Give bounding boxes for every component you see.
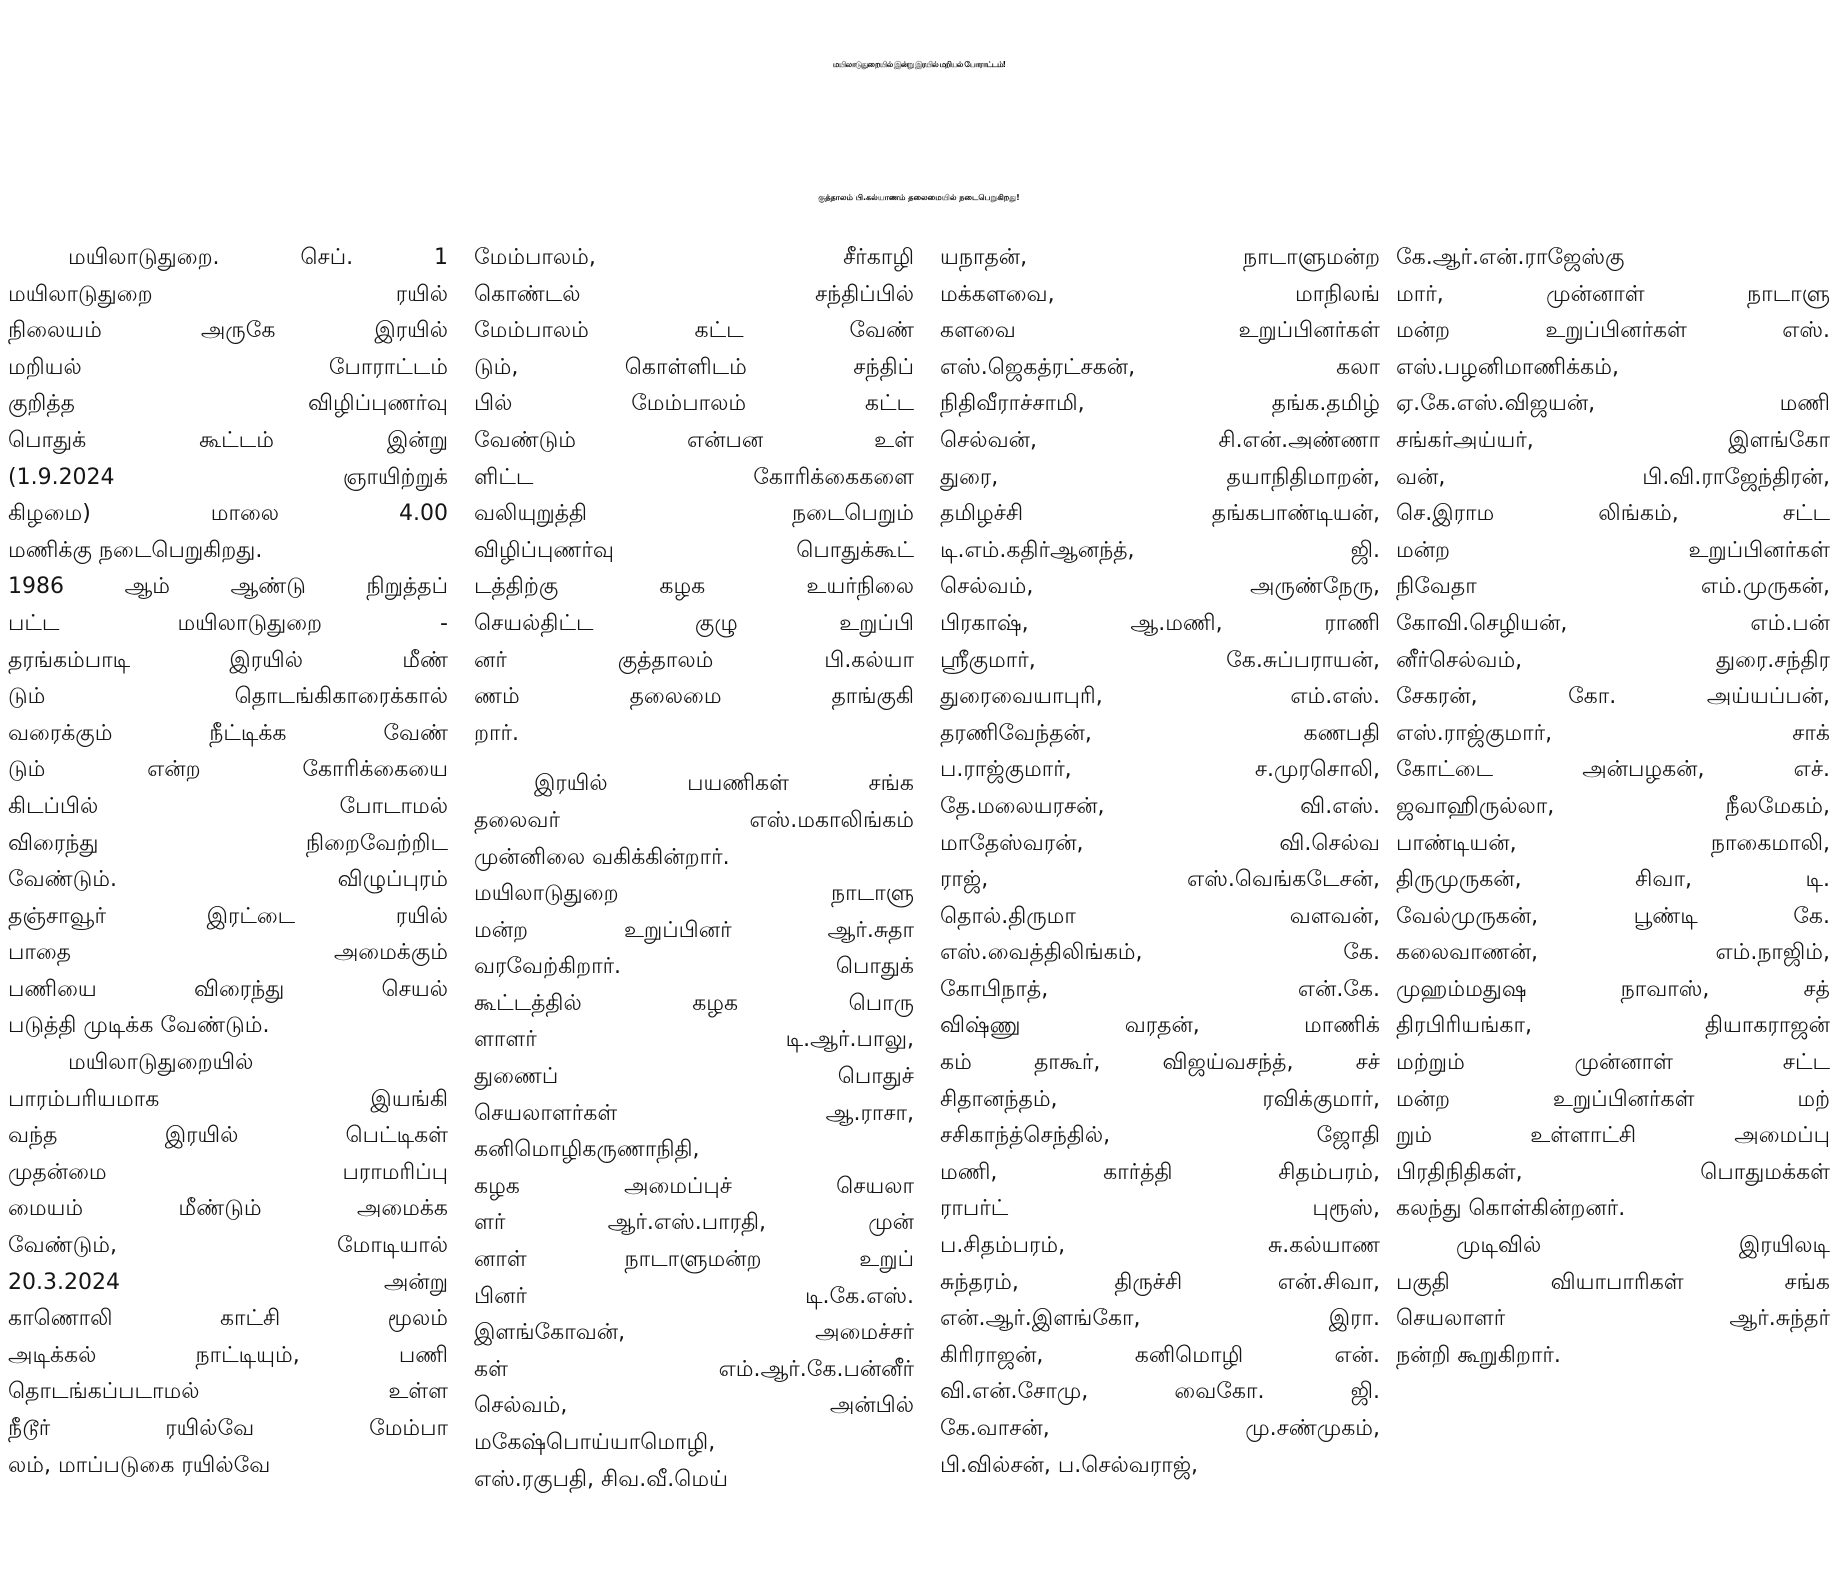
article-line: பி.வில்சன், ப.செல்வராஜ், <box>940 1452 1199 1478</box>
column-4 <box>1396 240 1830 1574</box>
article-line: 20.3.2024 அன்று <box>8 1269 448 1295</box>
article-line: பிரதிநிதிகள், பொதுமக்கள் <box>1396 1159 1830 1185</box>
article-line: வேண்டும், மோடியால் <box>8 1233 448 1259</box>
headline: மயிலாடுதுறையில் இன்று இரயில் மறியல் போராட்டம்! <box>832 60 1006 69</box>
article-line: குறித்த விழிப்புணர்வு <box>8 391 448 417</box>
article-line: பாரம்பரியமாக இயங்கி <box>8 1086 448 1112</box>
article-line: பகுதி வியாபாரிகள் சங்க <box>1396 1269 1830 1295</box>
article-line: தமிழச்சி தங்கபாண்டியன், <box>940 501 1380 527</box>
article-line: கொண்டல் சந்திப்பில் <box>474 281 914 307</box>
article-line: மேம்பாலம் கட்ட வேண் <box>474 318 914 344</box>
article-line: நீடூர் ரயில்வே மேம்பா <box>8 1416 448 1441</box>
article-line: கோபிநாத், என்.கே. <box>940 976 1380 1002</box>
article-line: மன்ற உறுப்பினர்கள் மற் <box>1396 1086 1830 1112</box>
article-line: றும் உள்ளாட்சி அமைப்பு <box>1396 1123 1830 1149</box>
article-line: செல்வம், அருண்நேரு, <box>940 574 1380 600</box>
article-line: பினர் டி.கே.எஸ். <box>474 1283 914 1309</box>
article-line: கோவி.செழியன், எம்.பன் <box>1396 610 1830 636</box>
article-line: எஸ்.வைத்திலிங்கம், கே. <box>940 940 1380 966</box>
article-line: தரங்கம்பாடி இரயில் மீண் <box>8 647 448 673</box>
article-line: யநாதன், நாடாளுமன்ற <box>940 245 1380 270</box>
article-line: ராஜ், எஸ்.வெங்கடேசன், <box>940 867 1380 893</box>
article-line: வேண்டும். விழுப்புரம் <box>8 867 448 893</box>
article-line: படுத்தி முடிக்க வேண்டும். <box>8 1013 270 1039</box>
article-line: முன்னிலை வகிக்கின்றார். <box>474 844 730 870</box>
article-line: செயல்திட்ட குழு உறுப்பி <box>474 610 914 636</box>
article-line: துரை, தயாநிதிமாறன், <box>940 464 1380 490</box>
article-line: ணம் தலைமை தாங்குகி <box>474 684 914 710</box>
article-line: கழக அமைப்புச் செயலா <box>474 1173 914 1199</box>
article-line: னாள் நாடாளுமன்ற உறுப் <box>474 1247 914 1273</box>
article-line: தஞ்சாவூர் இரட்டை ரயில் <box>8 903 448 929</box>
article-line: செயலாளர்கள் ஆ.ராசா, <box>474 1100 914 1126</box>
article-line: மயிலாடுதுறை ரயில் <box>8 281 448 307</box>
article-line: செயலாளர் ஆர்.சுந்தர் <box>1396 1306 1830 1332</box>
article-line: கலைவாணன், எம்.நாஜிம், <box>1396 940 1830 966</box>
article-line: மயிலாடுதுறை. செப். 1 <box>68 245 448 270</box>
article-line: மணிக்கு நடைபெறுகிறது. <box>8 537 263 563</box>
article-line: தொடங்கப்படாமல் உள்ள <box>8 1379 448 1405</box>
article-line: ளாளர் டி.ஆர்.பாலு, <box>474 1027 914 1053</box>
article-line: மயிலாடுதுறை நாடாளு <box>474 881 914 907</box>
article-line: வேண்டும் என்பன உள் <box>474 427 914 453</box>
article-line: கள் எம்.ஆர்.கே.பன்னீர் <box>474 1356 914 1382</box>
article-line: விழிப்புணர்வு பொதுக்கூட் <box>474 537 914 563</box>
article-line: மகேஷ்பொய்யாமொழி, <box>474 1430 716 1455</box>
article-line: தொல்.திருமா வளவன், <box>940 903 1380 929</box>
article-line: செ.இராம லிங்கம், சட்ட <box>1396 501 1830 527</box>
article-line: எஸ்.ரகுபதி, சிவ.வீ.மெய் <box>474 1466 728 1492</box>
article-line: றார். <box>474 720 519 746</box>
article-line: மறியல் போராட்டம் <box>8 354 448 380</box>
article-line: தலைவர் எஸ்.மகாலிங்கம் <box>474 807 914 833</box>
article-line: வி.என்.சோமு, வைகோ. ஜி. <box>940 1379 1380 1405</box>
column-2 <box>474 240 914 1574</box>
article-line: தரணிவேந்தன், கணபதி <box>940 720 1380 746</box>
article-line: பொதுக் கூட்டம் இன்று <box>8 427 448 453</box>
article-line: பிரகாஷ், ஆ.மணி, ராணி <box>940 610 1380 636</box>
article-line: ஏ.கே.எஸ்.விஜயன், மணி <box>1396 391 1830 417</box>
article-line: கே.ஆர்.என்.ராஜேஸ்கு <box>1396 245 1625 270</box>
article-line: நிலையம் அருகே இரயில் <box>8 318 448 344</box>
article-line: அடிக்கல் நாட்டியும், பணி <box>8 1342 448 1368</box>
article-line: விரைந்து நிறைவேற்றிட <box>8 830 448 856</box>
article-line: பணியை விரைந்து செயல் <box>8 976 448 1002</box>
article-line: வலியுறுத்தி நடைபெறும் <box>474 501 914 527</box>
article-line: எஸ்.பழனிமாணிக்கம், <box>1396 354 1619 380</box>
column-3 <box>940 240 1380 1574</box>
article-line: இரயில் பயணிகள் சங்க <box>534 771 914 797</box>
article-line: ளிட்ட கோரிக்கைகளை <box>474 464 914 490</box>
article-line: 1986 ஆம் ஆண்டு நிறுத்தப் <box>8 574 448 600</box>
article-line: கனிமொழிகருணாநிதி, <box>474 1137 700 1163</box>
article-line: கம் தாகூர், விஜய்வசந்த், சச் <box>940 1050 1380 1076</box>
article-line: திரபிரியங்கா, தியாகராஜன் <box>1396 1013 1830 1039</box>
article-line: முடிவில் இரயிலடி <box>1456 1233 1830 1259</box>
article-line: ராபர்ட் புரூஸ், <box>940 1196 1380 1222</box>
article-line: னீர்செல்வம், துரை.சந்திர <box>1396 647 1830 673</box>
article-line: கிடப்பில் போடாமல் <box>8 793 448 819</box>
article-line: செல்வம், அன்பில் <box>474 1393 914 1419</box>
article-line: ளர் ஆர்.எஸ்.பாரதி, முன் <box>474 1210 914 1236</box>
article-line: மையம் மீண்டும் அமைக்க <box>8 1196 448 1222</box>
article-line: (1.9.2024 ஞாயிற்றுக் <box>8 464 448 490</box>
article-line: நிவேதா எம்.முருகன், <box>1396 574 1830 600</box>
article-line: வேல்முருகன், பூண்டி கே. <box>1396 903 1830 929</box>
article-line: மக்களவை, மாநிலங் <box>940 281 1380 307</box>
article-line: காணொலி காட்சி மூலம் <box>8 1306 448 1332</box>
article-line: நன்றி கூறுகிறார். <box>1396 1342 1561 1368</box>
article-line: ஸ்ரீகுமார், கே.சுப்பராயன், <box>940 647 1380 673</box>
article-line: முஹம்மதுஷ நாவாஸ், சத் <box>1396 976 1830 1002</box>
article-line: கிரிராஜன், கனிமொழி என். <box>940 1342 1380 1368</box>
article-line: டும் தொடங்கிகாரைக்கால் <box>8 684 448 710</box>
article-line: இளங்கோவன், அமைச்சர் <box>474 1320 914 1346</box>
article-line: மார், முன்னாள் நாடாளு <box>1396 281 1830 307</box>
article-line: தே.மலையரசன், வி.எஸ். <box>940 793 1380 819</box>
article-line: திருமுருகன், சிவா, டி. <box>1396 867 1830 893</box>
article-line: வரவேற்கிறார். பொதுக் <box>474 954 914 980</box>
article-line: பட்ட மயிலாடுதுறை - <box>8 610 448 636</box>
article-line: கோட்டை அன்பழகன், எச். <box>1396 757 1830 783</box>
article-line: முதன்மை பராமரிப்பு <box>8 1159 448 1185</box>
article-line: மேம்பாலம், சீர்காழி <box>474 245 914 270</box>
article-line: ஜவாஹிருல்லா, நீலமேகம், <box>1396 793 1830 819</box>
article-line: வரைக்கும் நீட்டிக்க வேண் <box>8 720 448 746</box>
article-line: கூட்டத்தில் கழக பொரு <box>474 990 914 1016</box>
article-line: டும், கொள்ளிடம் சந்திப் <box>474 354 914 380</box>
article-line: வந்த இரயில் பெட்டிகள் <box>8 1123 448 1149</box>
article-line: மன்ற உறுப்பினர் ஆர்.சுதா <box>474 917 914 943</box>
article-line: பில் மேம்பாலம் கட்ட <box>474 391 914 417</box>
article-line: துணைப் பொதுச் <box>474 1064 914 1090</box>
article-line: பாதை அமைக்கும் <box>8 940 448 966</box>
article-line: மாதேஸ்வரன், வி.செல்வ <box>940 830 1380 856</box>
article-line: வன், பி.வி.ராஜேந்திரன், <box>1396 464 1830 490</box>
article-line: கே.வாசன், மு.சண்முகம், <box>940 1416 1380 1441</box>
article-line: லம், மாப்படுகை ரயில்வே <box>8 1452 271 1478</box>
article-body <box>8 240 1830 1574</box>
article-line: செல்வன், சி.என்.அண்ணா <box>940 427 1380 453</box>
article-line: சசிகாந்த்செந்தில், ஜோதி <box>940 1123 1380 1149</box>
article-line: சங்கர்அய்யர், இளங்கோ <box>1396 427 1830 453</box>
article-line: நிதிவீராச்சாமி, தங்க.தமிழ் <box>940 391 1380 417</box>
article-line: ப.சிதம்பரம், சு.கல்யாண <box>940 1233 1380 1259</box>
article-line: எஸ்.ஜெகத்ரட்சகன், கலா <box>940 354 1380 380</box>
article-line: டும் என்ற கோரிக்கையை <box>8 757 448 783</box>
article-line: எஸ்.ராஜ்குமார், சாக் <box>1396 720 1830 746</box>
column-1 <box>8 240 448 1574</box>
article-line: என்.ஆர்.இளங்கோ, இரா. <box>940 1306 1380 1332</box>
article-line: களவை உறுப்பினர்கள் <box>940 318 1380 344</box>
article-line: சேகரன், கோ. அய்யப்பன், <box>1396 684 1830 710</box>
article-line: சுந்தரம், திருச்சி என்.சிவா, <box>940 1269 1380 1295</box>
article-line: டி.எம்.கதிர்ஆனந்த், ஜி. <box>940 537 1380 563</box>
article-line: விஷ்ணு வரதன், மாணிக் <box>940 1013 1380 1039</box>
article-line: டத்திற்கு கழக உயர்நிலை <box>474 574 914 600</box>
article-line: மன்ற உறுப்பினர்கள் <box>1396 537 1830 563</box>
article-line: மற்றும் முன்னாள் சட்ட <box>1396 1050 1830 1076</box>
article-line: மயிலாடுதுறையில் <box>68 1050 254 1076</box>
article-line: ப.ராஜ்குமார், ச.முரசொலி, <box>940 757 1380 783</box>
article-line: மணி, கார்த்தி சிதம்பரம், <box>940 1159 1380 1185</box>
article-line: சிதானந்தம், ரவிக்குமார், <box>940 1086 1380 1112</box>
article-line: துரைவையாபுரி, எம்.எஸ். <box>940 684 1380 710</box>
article-line: பாண்டியன், நாகைமாலி, <box>1396 830 1830 856</box>
article-line: மன்ற உறுப்பினர்கள் எஸ். <box>1396 318 1830 344</box>
subheadline: குத்தாலம் பி.கல்யாணம் தலைமையில் நடைபெறுகிறது! <box>818 193 1020 202</box>
article-line: னர் குத்தாலம் பி.கல்யா <box>474 647 914 673</box>
article-line: கலந்து கொள்கின்றனர். <box>1396 1196 1626 1222</box>
article-line: கிழமை) மாலை 4.00 <box>8 501 448 527</box>
